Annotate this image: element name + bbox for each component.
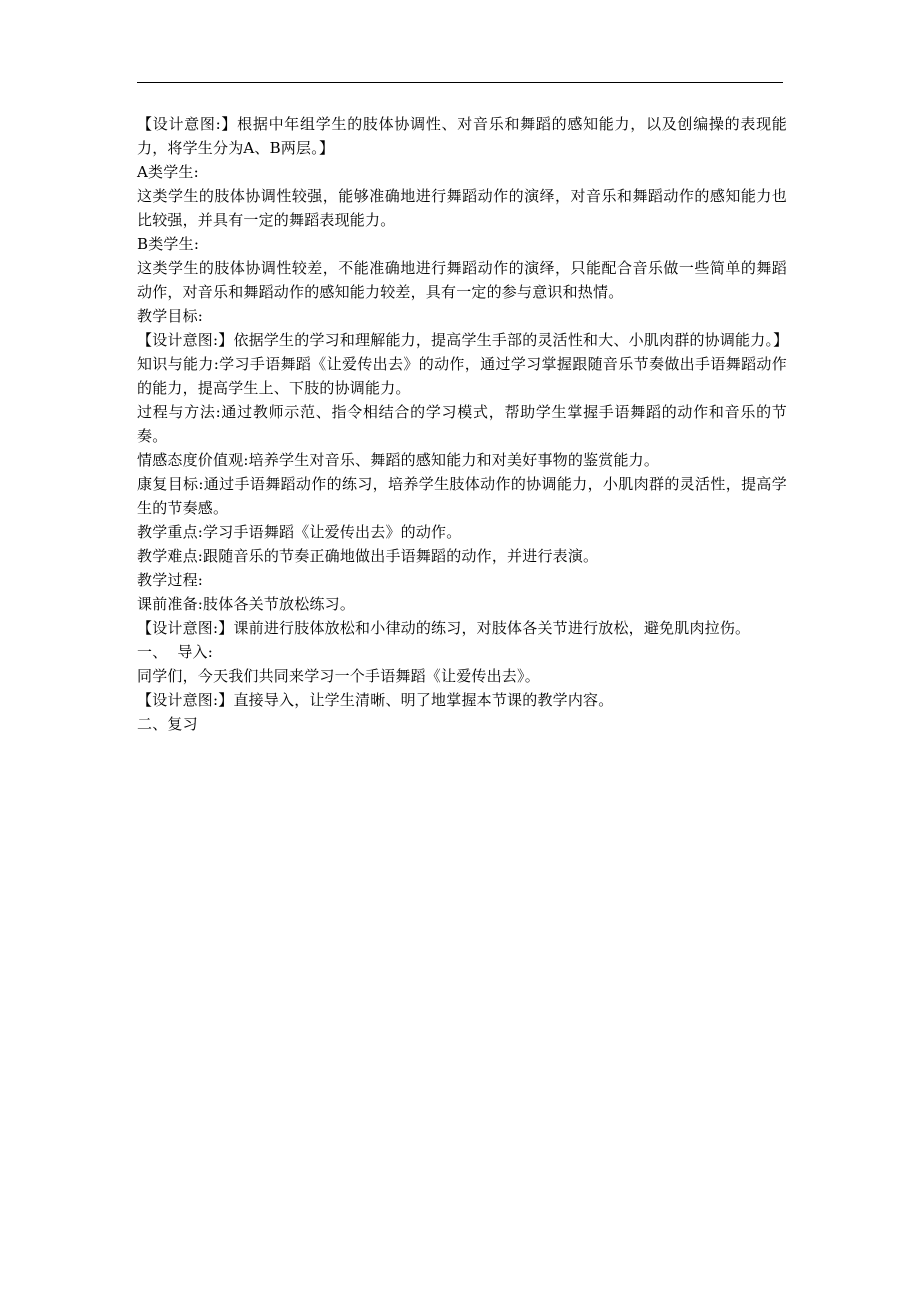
- section-one-introduction-heading: 一、 导入:: [137, 643, 213, 661]
- design-intent-grouping: 【设计意图:】根据中年组学生的肢体协调性、对音乐和舞蹈的感知能力，以及创编操的表现能力，将学生分为A、B两层。】: [137, 115, 787, 157]
- teaching-process-heading: 教学过程:: [137, 571, 204, 589]
- design-intent-warmup: 【设计意图:】课前进行肢体放松和小律动的练习，对肢体各关节进行放松，避免肌肉拉伤。: [137, 619, 751, 637]
- design-intent-introduction: 【设计意图:】直接导入，让学生清晰、明了地掌握本节课的教学内容。: [137, 691, 614, 709]
- teaching-goals-heading: 教学目标:: [137, 307, 204, 325]
- header-rule: [137, 82, 783, 83]
- rehabilitation-goal: 康复目标:通过手语舞蹈动作的练习，培养学生肢体动作的协调能力，小肌肉群的灵活性，提高学生的节奏感。: [137, 475, 787, 517]
- document-body: [137, 112, 787, 736]
- pre-class-preparation: 课前准备:肢体各关节放松练习。: [137, 595, 356, 613]
- emotion-values-goal: 情感态度价值观:培养学生对音乐、舞蹈的感知能力和对美好事物的鉴赏能力。: [137, 451, 660, 469]
- group-a-description: 这类学生的肢体协调性较强，能够准确地进行舞蹈动作的演绎，对音乐和舞蹈动作的感知能力也比较强，并具有一定的舞蹈表现能力。: [137, 187, 787, 229]
- process-method-goal: 过程与方法:通过教师示范、指令相结合的学习模式，帮助学生掌握手语舞蹈的动作和音乐的节奏。: [137, 403, 787, 445]
- group-b-description: 这类学生的肢体协调性较差，不能准确地进行舞蹈动作的演绎，只能配合音乐做一些简单的舞蹈动作，对音乐和舞蹈动作的感知能力较差，具有一定的参与意识和热情。: [137, 259, 787, 301]
- teaching-difficulty: 教学难点:跟随音乐的节奏正确地做出手语舞蹈的动作，并进行表演。: [137, 547, 599, 565]
- section-two-review-heading: 二、复习: [137, 715, 198, 733]
- teaching-key-point: 教学重点:学习手语舞蹈《让爱传出去》的动作。: [137, 523, 462, 541]
- knowledge-ability-goal: 知识与能力:学习手语舞蹈《让爱传出去》的动作，通过学习掌握跟随音乐节奏做出手语舞蹈动作的能力，提高学生上、下肢的协调能力。: [137, 355, 787, 397]
- introduction-text: 同学们，今天我们共同来学习一个手语舞蹈《让爱传出去》。: [137, 667, 540, 685]
- design-intent-goals: 【设计意图:】依据学生的学习和理解能力，提高学生手部的灵活性和大、小肌肉群的协调能力。】: [137, 331, 789, 349]
- group-a-heading: A类学生:: [137, 163, 199, 181]
- group-b-heading: B类学生:: [137, 235, 200, 253]
